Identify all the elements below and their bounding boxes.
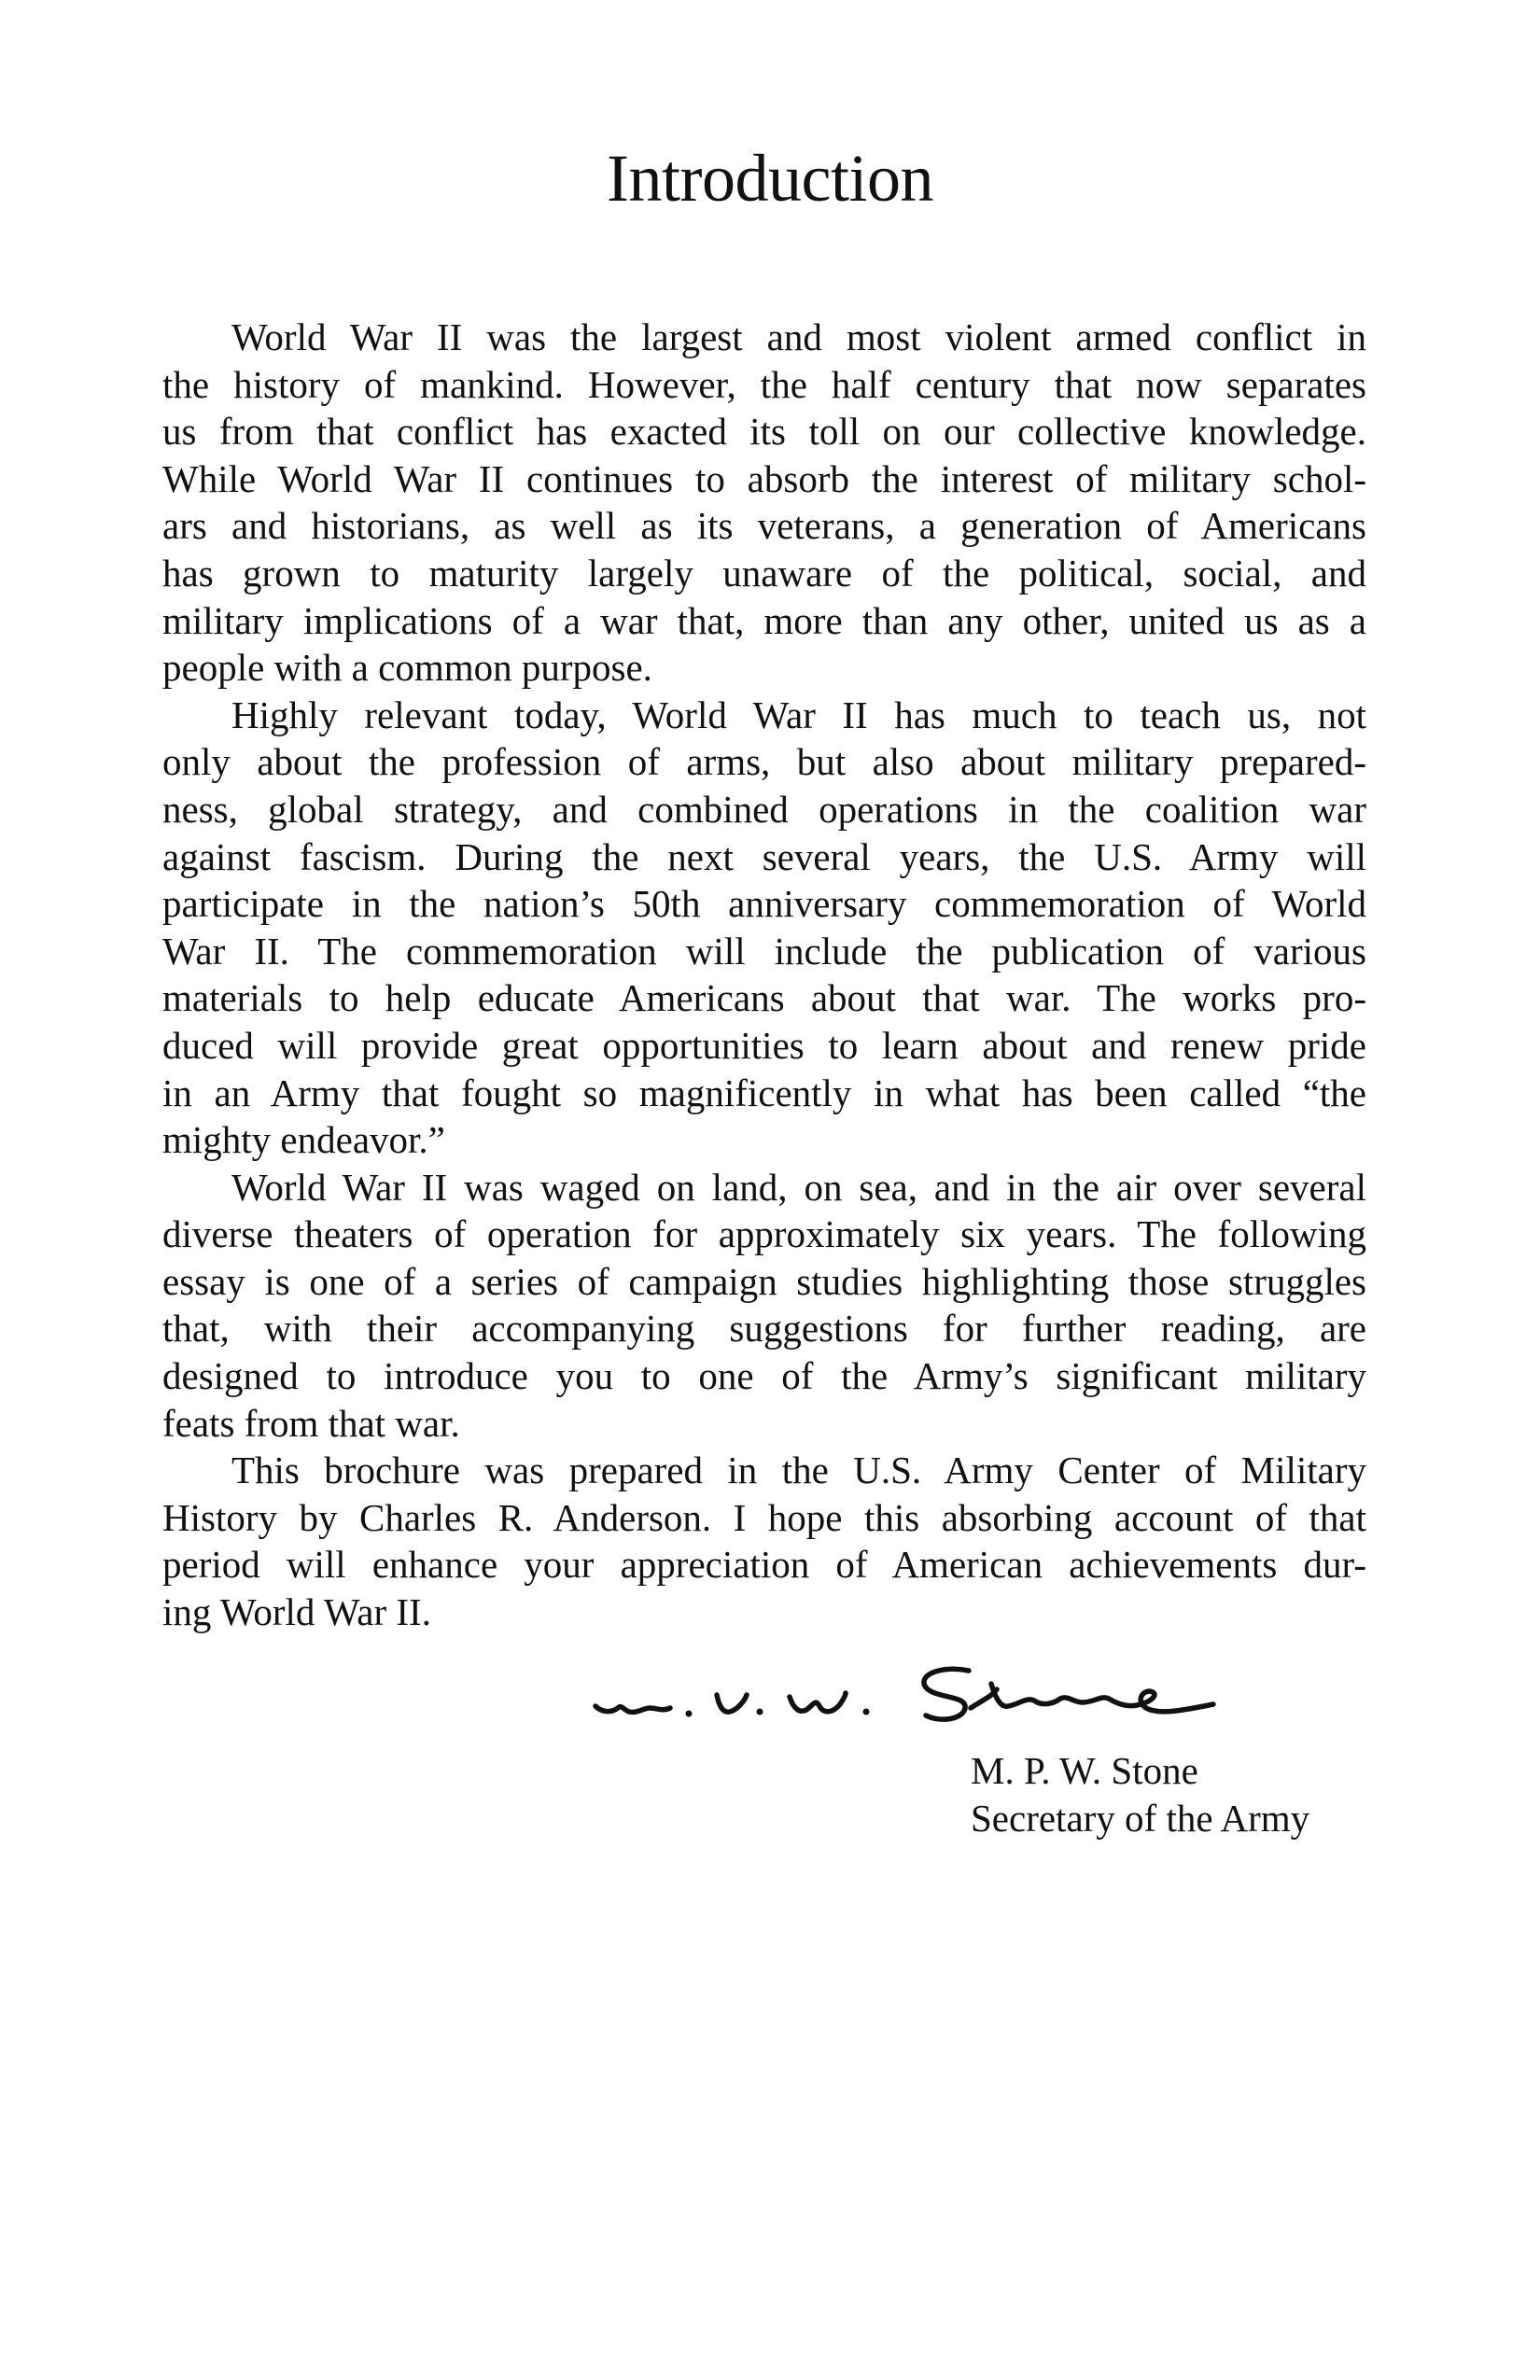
text-line: designed to introduce you to one of the Army’s significant military [162, 1354, 1366, 1398]
text-line: against fascism. During the next several years, the U.S. Army will [162, 834, 1366, 878]
signer-title: Secretary of the Army [971, 1796, 1310, 1840]
text-line: History by Charles R. Anderson. I hope this absorbing account of that [162, 1495, 1366, 1539]
text-line: World War II was waged on land, on sea, and in the air over several [231, 1165, 1366, 1209]
paragraph-2 [162, 692, 1366, 1164]
handwritten-signature [569, 1643, 1372, 1755]
text-line: people with a common purpose. [162, 646, 652, 690]
text-line: participate in the nation’s 50th anniversary commemoration of World [162, 882, 1366, 926]
text-line: the history of mankind. However, the half century that now separates [162, 362, 1366, 406]
paragraph-1 [162, 314, 1366, 692]
text-line: This brochure was prepared in the U.S. Army Center of Military [231, 1449, 1366, 1492]
text-line: feats from that war. [162, 1401, 460, 1445]
text-line: World War II was the largest and most violent armed conflict in [231, 315, 1366, 358]
text-line: that, with their accompanying suggestions for further reading, are [162, 1307, 1366, 1351]
signer-name: M. P. W. Stone [971, 1749, 1198, 1792]
text-line: Highly relevant today, World War II has much to teach us, not [231, 693, 1366, 736]
text-line: in an Army that fought so magnificently in what has been called “the [162, 1071, 1366, 1114]
text-line: ars and historians, as well as its veterans, a generation of Americans [162, 504, 1366, 548]
text-line: ing World War II. [162, 1590, 431, 1634]
signature-block [971, 1747, 1309, 1841]
text-line: War II. The commemoration will include the publication of various [162, 929, 1366, 973]
text-line: ness, global strategy, and combined operations in the coalition war [162, 787, 1366, 831]
text-line: period will enhance your appreciation of American achievements dur- [162, 1543, 1366, 1587]
text-line: mighty endeavor.” [162, 1118, 445, 1162]
paragraph-3 [162, 1164, 1366, 1448]
text-line: diverse theaters of operation for approximately six years. The following [162, 1212, 1366, 1256]
text-line: has grown to maturity largely unaware of the political, social, and [162, 551, 1366, 595]
text-line: While World War II continues to absorb the interest of military schol- [162, 456, 1366, 500]
paragraph-4 [162, 1447, 1366, 1635]
text-line: only about the profession of arms, but also about military prepared- [162, 740, 1366, 784]
text-line: us from that conflict has exacted its toll on our collective knowledge. [162, 410, 1366, 454]
text-line: military implications of a war that, more than any other, united us as a [162, 598, 1366, 642]
text-line: materials to help educate Americans about that war. The works pro- [162, 976, 1366, 1020]
text-line: duced will provide great opportunities to learn about and renew pride [162, 1023, 1366, 1067]
body-text [162, 314, 1366, 1636]
text-line: essay is one of a series of campaign studies highlighting those struggles [162, 1259, 1366, 1303]
page-title: Introduction [607, 141, 933, 216]
